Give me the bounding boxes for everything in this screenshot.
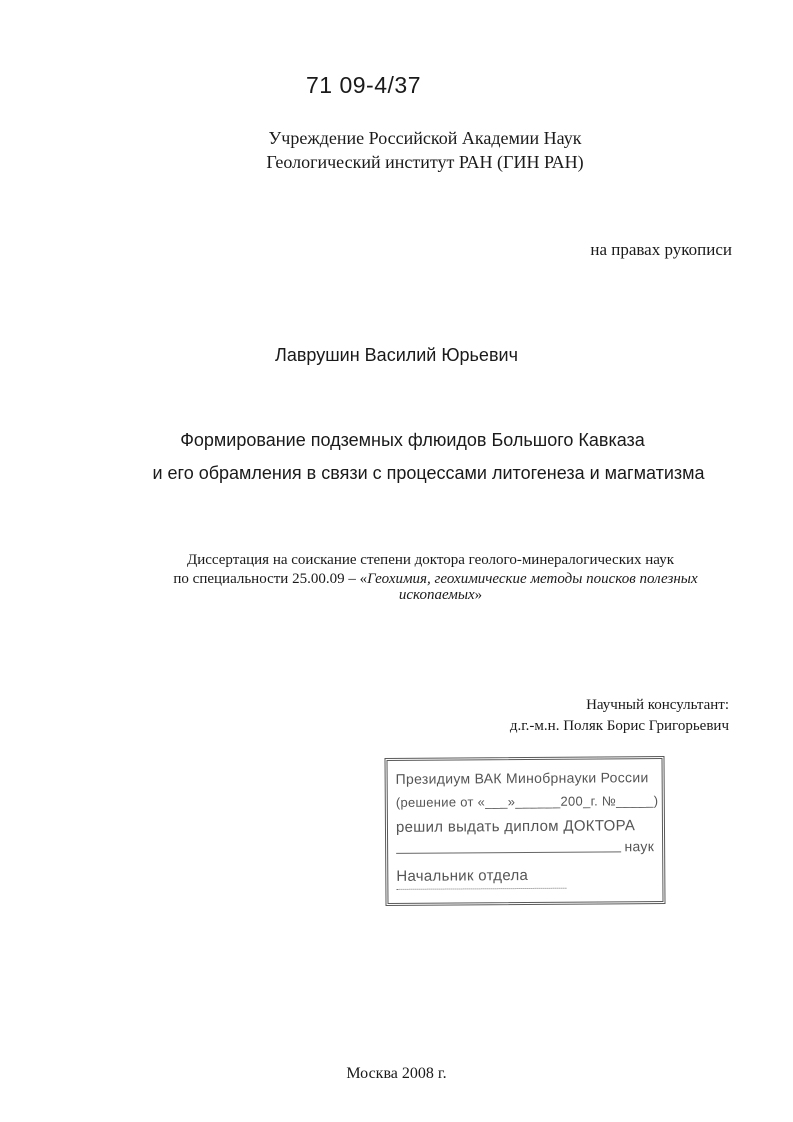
stamp-line-1: Президиум ВАК Минобрнауки России xyxy=(395,769,649,787)
specialty-prefix: по специальности 25.00.09 – « xyxy=(173,571,368,587)
vak-stamp xyxy=(384,756,665,906)
institution-line-1: Учреждение Российской Академии Наук xyxy=(268,128,582,148)
city-year: Москва 2008 г. xyxy=(346,1065,447,1082)
specialty-close-quote: » xyxy=(474,587,483,603)
manuscript-note: на правах рукописи xyxy=(590,240,732,259)
dissertation-title-line-1: Формирование подземных флюидов Большого Кавказа xyxy=(180,430,645,450)
institution-line-2: Геологический институт РАН (ГИН РАН) xyxy=(266,152,584,172)
catalog-number: 71 09-4/37 xyxy=(306,72,421,98)
specialty-name: Геохимия, геохимические методы поисков полезных xyxy=(367,571,698,587)
stamp-line-2: (решение от «___»______200_г. №_____) xyxy=(395,793,659,810)
stamp-blank-line xyxy=(396,851,621,854)
dissertation-title-line-2: и его обрамления в связи с процессами литогенеза и магматизма xyxy=(152,463,705,483)
stamp-line-4: наук xyxy=(624,838,655,855)
consultant-name: д.г.-м.н. Поляк Борис Григорьевич xyxy=(509,718,729,734)
stamp-signature-rule xyxy=(396,888,566,890)
dissertation-description-line-1: Диссертация на соискание степени доктора геолого-минералогических наук xyxy=(187,552,674,568)
stamp-line-3: решил выдать диплом ДОКТОРА xyxy=(395,817,636,836)
specialty-name-end: ископаемых xyxy=(398,587,475,603)
consultant-label: Научный консультант: xyxy=(586,697,729,713)
stamp-line-5: Начальник отдела xyxy=(396,866,529,885)
dissertation-description-line-3 xyxy=(44,587,793,604)
dissertation-description-line-2 xyxy=(39,571,793,588)
author-name: Лаврушин Василий Юрьевич xyxy=(275,345,518,365)
